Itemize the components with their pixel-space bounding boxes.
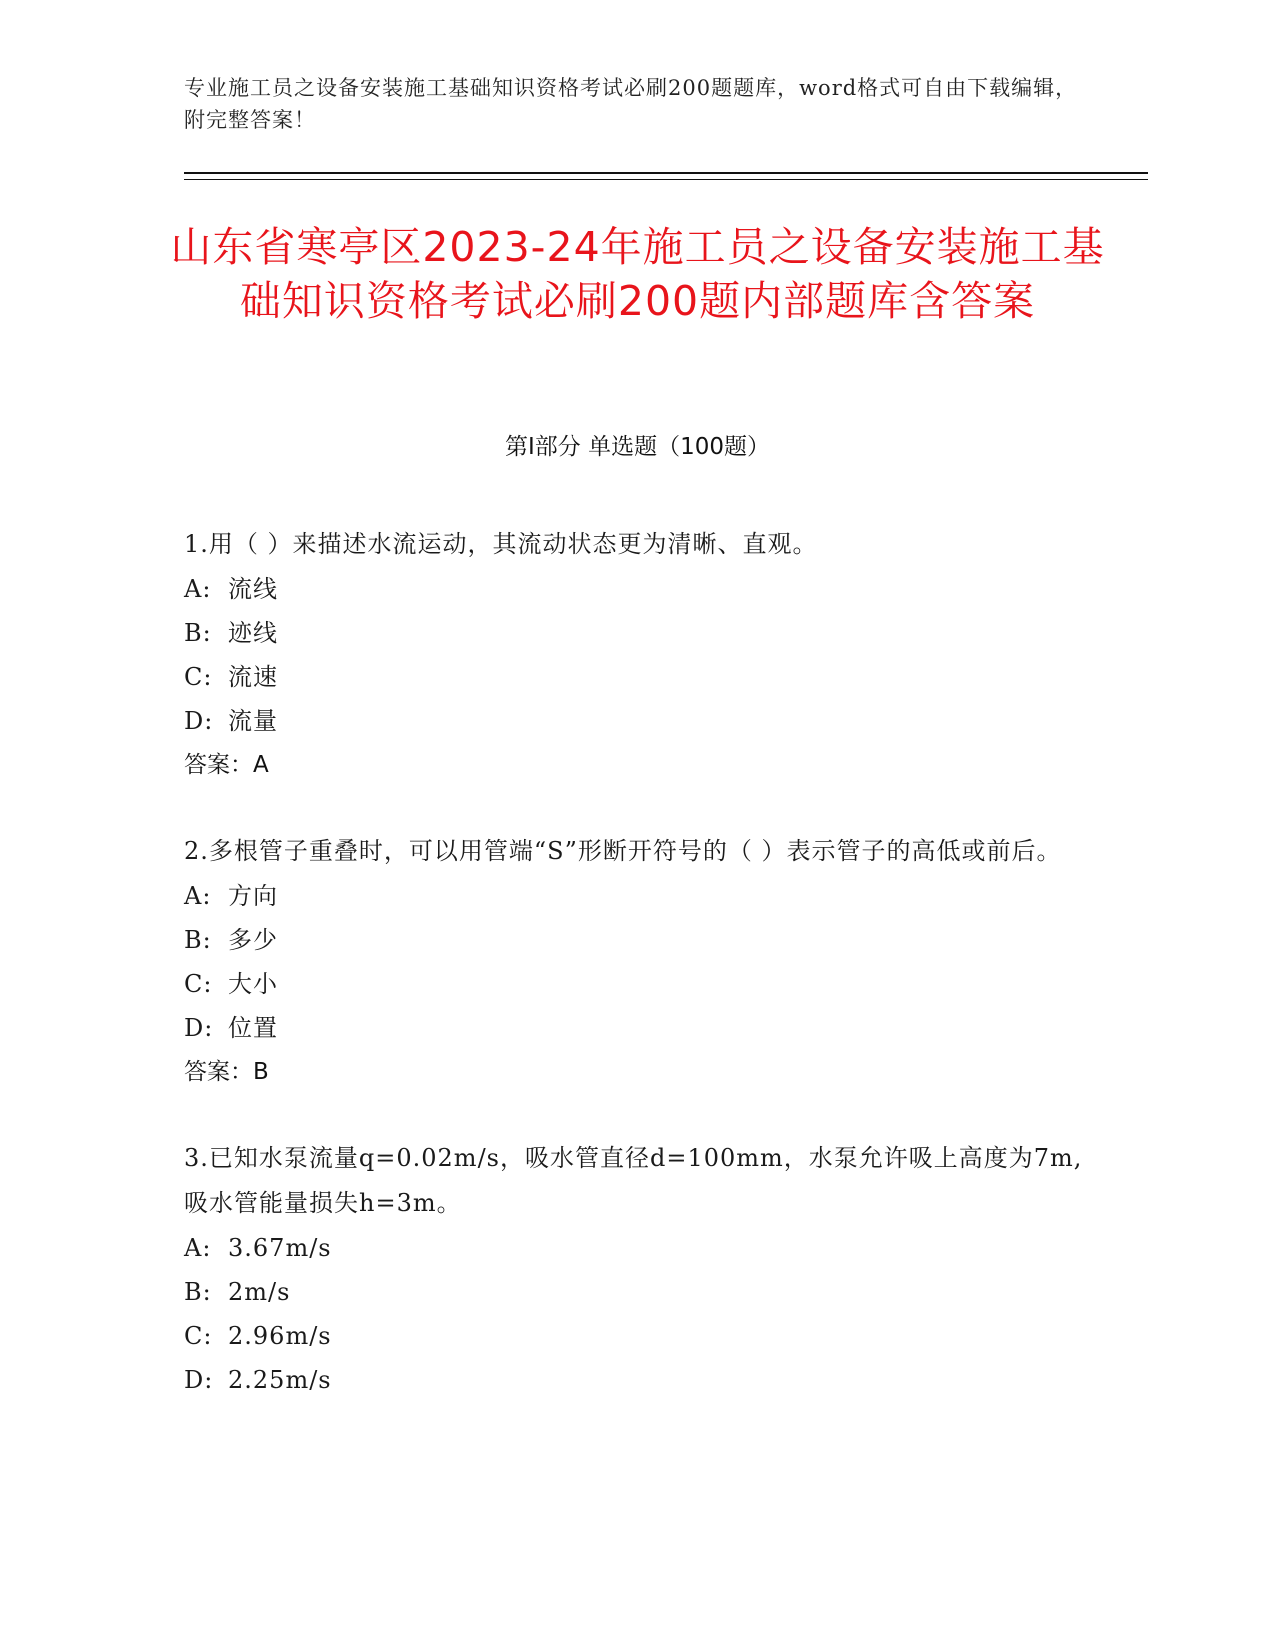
option-letter: A: [184, 1234, 212, 1262]
option-letter: D: [184, 1014, 214, 1042]
option-c [184, 655, 1084, 699]
option-text: 流速 [228, 663, 278, 691]
answer-line: 答案：A [184, 752, 269, 778]
option-a [184, 567, 1084, 611]
option-b [184, 918, 1084, 962]
option-text: 流线 [228, 575, 278, 603]
option-b [184, 1270, 1084, 1314]
section-heading: 第Ⅰ部分 单选题（100题） [505, 434, 770, 460]
question-item [184, 1136, 1084, 1402]
option-letter: A: [184, 575, 212, 603]
option-d [184, 699, 1084, 743]
option-a [184, 1226, 1084, 1270]
option-text: 2.96m/s [228, 1322, 332, 1350]
option-a [184, 874, 1084, 918]
header-note: 专业施工员之设备安装施工基础知识资格考试必刷200题题库，word格式可自由下载编辑，附完整答案！ [184, 76, 1078, 132]
question-list [184, 522, 1084, 1444]
question-item [184, 522, 1084, 787]
option-text: 方向 [228, 882, 278, 910]
option-text: 3.67m/s [228, 1234, 332, 1262]
option-b [184, 611, 1084, 655]
option-letter: B: [184, 926, 212, 954]
question-stem: 2.多根管子重叠时，可以用管端“S”形断开符号的（ ）表示管子的高低或前后。 [184, 837, 1062, 865]
option-letter: C: [184, 663, 213, 691]
option-letter: C: [184, 1322, 213, 1350]
option-c [184, 1314, 1084, 1358]
question-item [184, 829, 1084, 1094]
question-stem: 1.用（ ）来描述水流运动，其流动状态更为清晰、直观。 [184, 530, 818, 558]
option-letter: A: [184, 882, 212, 910]
option-text: 2m/s [228, 1278, 291, 1306]
header-divider [184, 172, 1148, 174]
option-letter: C: [184, 970, 213, 998]
page-title: 山东省寒亭区2023-24年施工员之设备安装施工基础知识资格考试必刷200题内部题库含答案 [170, 223, 1105, 325]
option-c [184, 962, 1084, 1006]
option-letter: D: [184, 707, 214, 735]
option-text: 流量 [228, 707, 278, 735]
option-letter: B: [184, 1278, 212, 1306]
option-text: 多少 [228, 926, 278, 954]
header-divider-thin [184, 179, 1148, 180]
option-d [184, 1358, 1084, 1402]
option-letter: D: [184, 1366, 214, 1394]
option-text: 2.25m/s [228, 1366, 332, 1394]
option-letter: B: [184, 619, 212, 647]
answer-line: 答案：B [184, 1059, 269, 1085]
option-d [184, 1006, 1084, 1050]
option-text: 位置 [228, 1014, 278, 1042]
question-stem: 3.已知水泵流量q=0.02m/s，吸水管直径d=100mm，水泵允许吸上高度为7m,吸水管能量损失h=3m。 [184, 1144, 1083, 1217]
option-text: 大小 [228, 970, 278, 998]
option-text: 迹线 [228, 619, 278, 647]
